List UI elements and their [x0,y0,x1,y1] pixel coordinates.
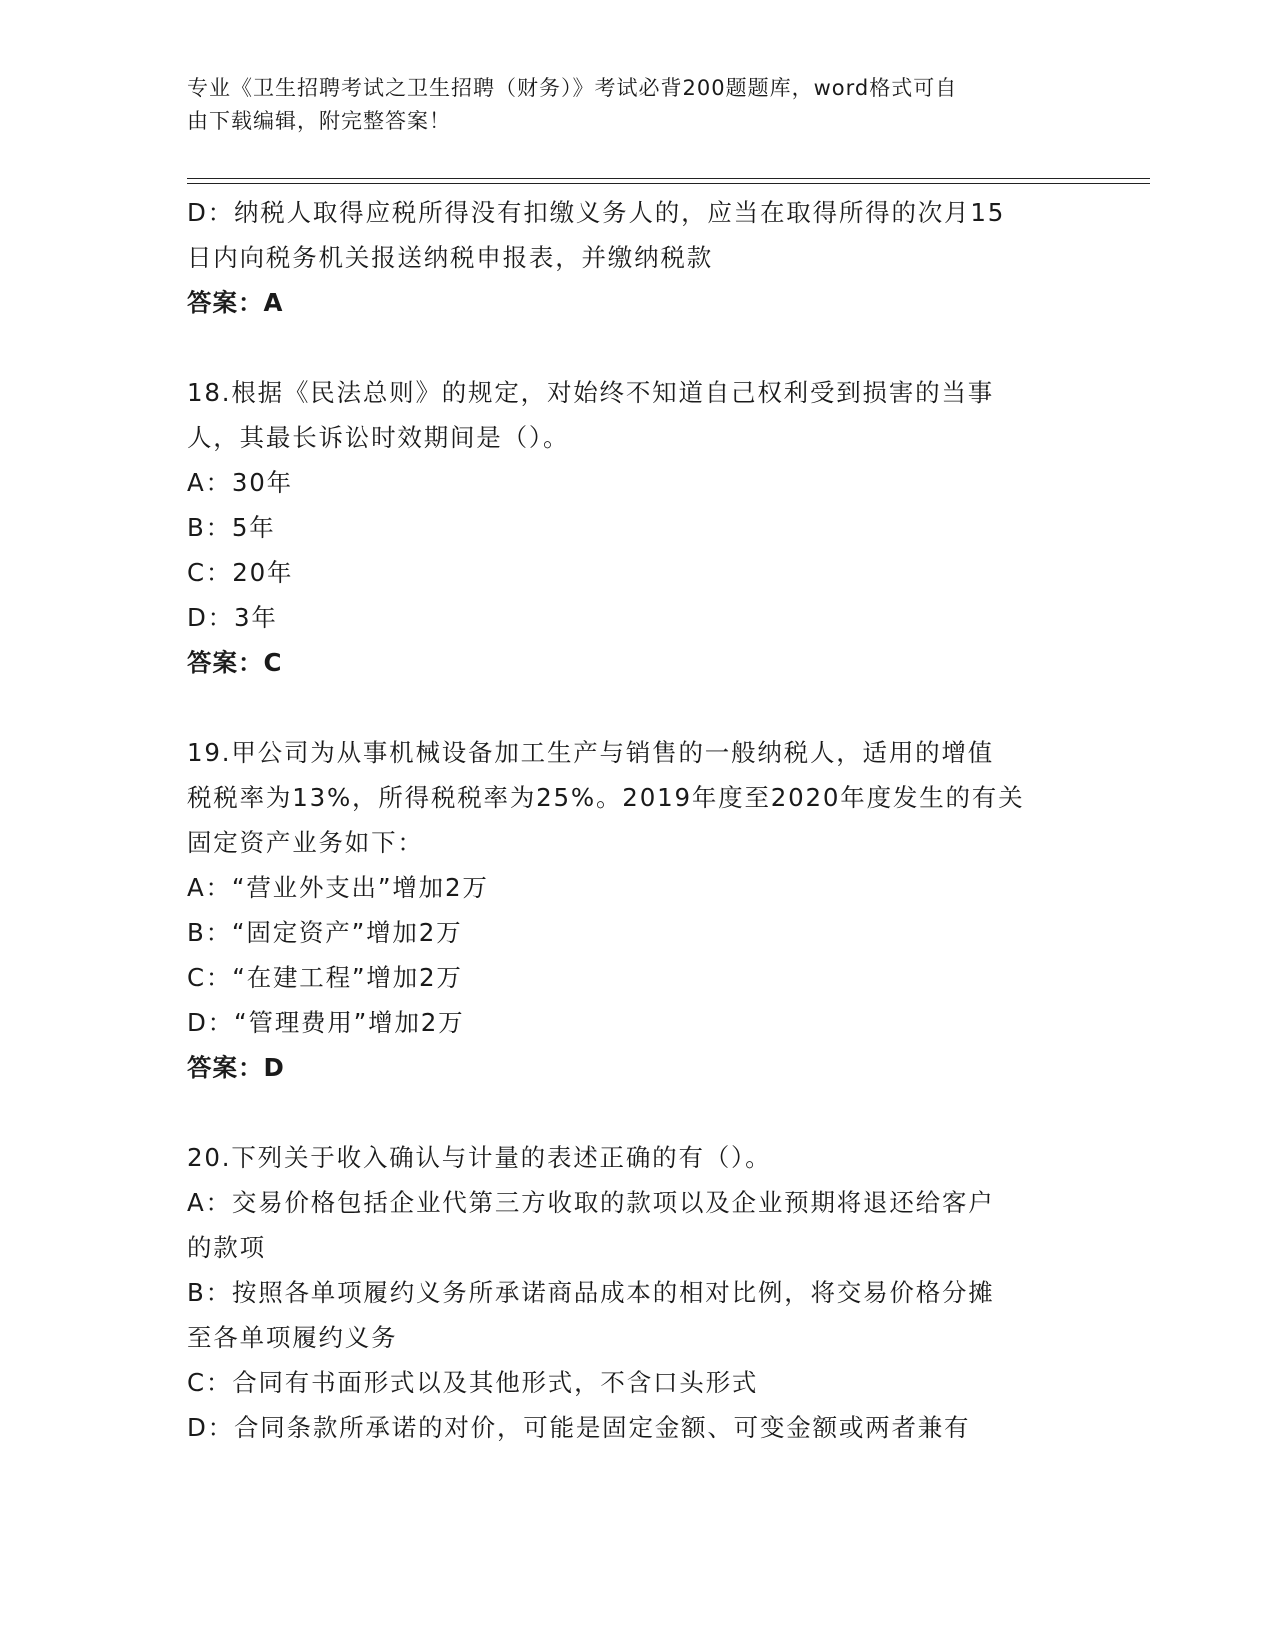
option-a: A：“营业外支出”增加2万 [187,873,489,902]
question-stem-line-1: 20.下列关于收入确认与计量的表述正确的有（）。 [187,1143,772,1172]
spacer [187,1090,1087,1135]
header-divider-bottom [187,183,1150,184]
document-header [187,72,1067,138]
spacer [187,685,1087,730]
document-body [187,190,1087,1450]
option-d: D：3年 [187,603,278,632]
answer-line: 答案：A [187,288,284,317]
option-b: B：5年 [187,513,276,542]
header-line-1: 专业《卫生招聘考试之卫生招聘（财务）》考试必背200题题库，word格式可自 [187,76,958,100]
question-stem-line-1: 18.根据《民法总则》的规定，对始终不知道自己权利受到损害的当事 [187,378,995,407]
option-d-line-2: 日内向税务机关报送纳税申报表，并缴纳税款 [187,243,713,272]
option-c: C：合同有书面形式以及其他形式，不含口头形式 [187,1368,759,1397]
option-a: A：30年 [187,468,293,497]
header-divider-top [187,178,1150,179]
question-stem-line-1: 19.甲公司为从事机械设备加工生产与销售的一般纳税人，适用的增值 [187,738,995,767]
option-d-line-1: D：纳税人取得应税所得没有扣缴义务人的，应当在取得所得的次月15 [187,198,1006,227]
answer-line: 答案：C [187,648,283,677]
option-c: C：“在建工程”增加2万 [187,963,463,992]
question-18 [187,370,1087,685]
option-b: B：“固定资产”增加2万 [187,918,463,947]
question-20 [187,1135,1087,1450]
option-c: C：20年 [187,558,294,587]
option-d: D：“管理费用”增加2万 [187,1008,465,1037]
option-a-line-2: 的款项 [187,1233,266,1262]
header-line-2: 由下载编辑，附完整答案！ [187,109,451,133]
answer-line: 答案：D [187,1053,285,1082]
question-stem-line-2: 税税率为13%，所得税税率为25%。2019年度至2020年度发生的有关 [187,783,1025,812]
spacer [187,325,1087,370]
option-b-line-1: B：按照各单项履约义务所承诺商品成本的相对比例，将交易价格分摊 [187,1278,995,1307]
option-d: D：合同条款所承诺的对价，可能是固定金额、可变金额或两者兼有 [187,1413,971,1442]
option-b-line-2: 至各单项履约义务 [187,1323,398,1352]
question-stem-line-3: 固定资产业务如下： [187,828,424,857]
question-19 [187,730,1087,1090]
prev-question-block [187,190,1087,325]
question-stem-line-2: 人，其最长诉讼时效期间是（）。 [187,423,570,452]
option-a-line-1: A：交易价格包括企业代第三方收取的款项以及企业预期将退还给客户 [187,1188,995,1217]
